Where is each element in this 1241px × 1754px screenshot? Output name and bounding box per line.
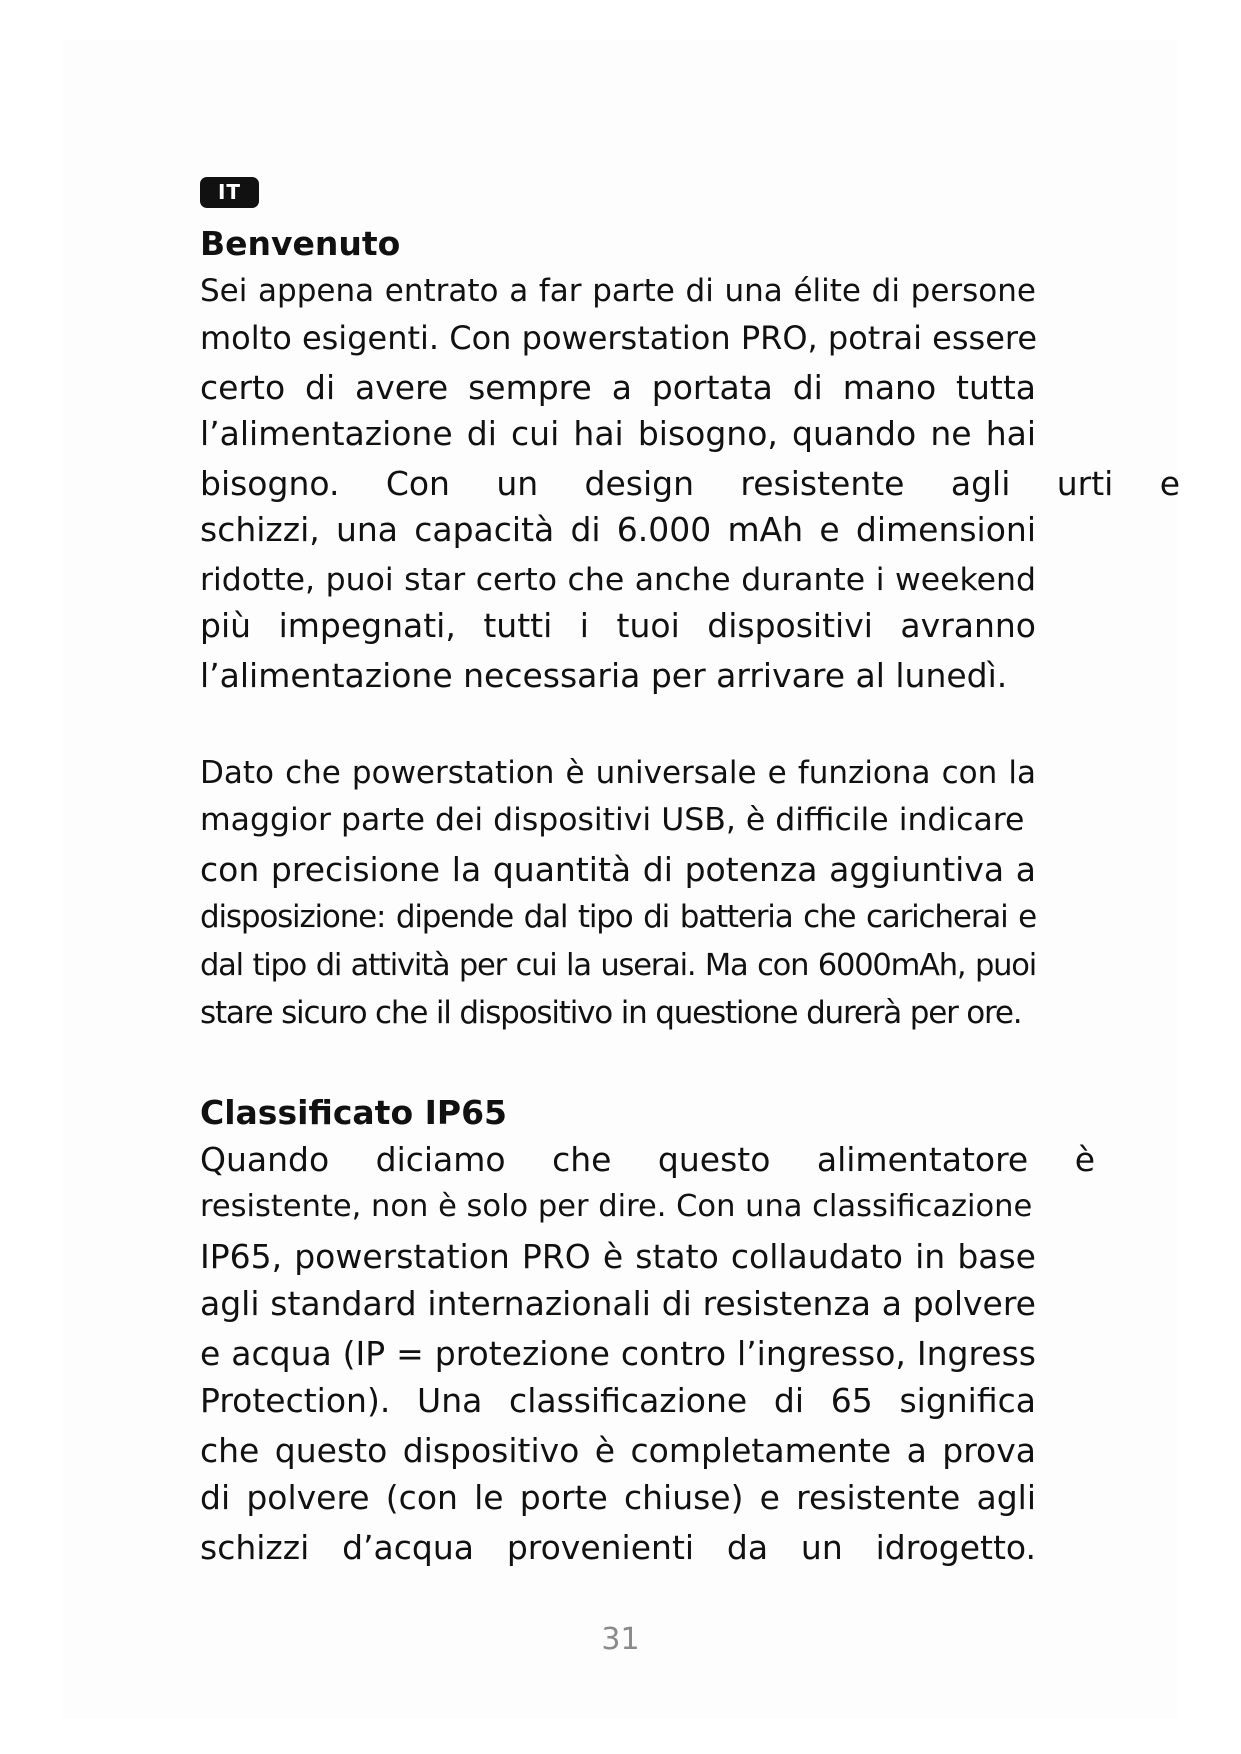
paragraph-line: agli standard internazionali di resistenza a polvere bbox=[200, 1284, 1036, 1323]
paragraph-line: l’alimentazione di cui hai bisogno, quando ne hai bbox=[200, 414, 1036, 453]
paragraph-line: Quando diciamo che questo alimentatore è bbox=[200, 1140, 1095, 1179]
paragraph-line: più impegnati, tutti i tuoi dispositivi avranno bbox=[200, 606, 1036, 645]
section-heading-benvenuto: Benvenuto bbox=[200, 224, 401, 263]
paragraph-line: bisogno. Con un design resistente agli urti e bbox=[200, 464, 1180, 503]
paragraph-line: che questo dispositivo è completamente a prova bbox=[200, 1431, 1036, 1470]
paragraph-line: dal tipo di attività per cui la userai. Ma con 6000mAh, puoi bbox=[200, 948, 1036, 983]
paragraph-line: di polvere (con le porte chiuse) e resistente agli bbox=[200, 1478, 1036, 1517]
paragraph-line: resistente, non è solo per dire. Con una classificazione bbox=[200, 1189, 1033, 1224]
paragraph-line: ridotte, puoi star certo che anche durante i weekend bbox=[200, 562, 1036, 598]
page-number: 31 bbox=[601, 1622, 640, 1657]
paragraph-line: stare sicuro che il dispositivo in questione durerà per ore. bbox=[200, 995, 1022, 1031]
paragraph-line: Protection). Una classificazione di 65 significa bbox=[200, 1381, 1036, 1420]
paragraph-line: maggior parte dei dispositivi USB, è difficile indicare bbox=[200, 802, 1025, 838]
paragraph-line: disposizione: dipende dal tipo di batteria che caricherai e bbox=[200, 899, 1036, 935]
paragraph-line: certo di avere sempre a portata di mano tutta bbox=[200, 368, 1036, 407]
paragraph-line: IP65, powerstation PRO è stato collaudato in base bbox=[200, 1237, 1036, 1276]
paragraph-line: schizzi, una capacità di 6.000 mAh e dimensioni bbox=[200, 510, 1036, 549]
paragraph-line: con precisione la quantità di potenza aggiuntiva a bbox=[200, 850, 1036, 889]
paragraph-line: schizzi d’acqua provenienti da un idrogetto. bbox=[200, 1528, 1036, 1567]
paragraph-line: l’alimentazione necessaria per arrivare al lunedì. bbox=[200, 656, 1008, 695]
paragraph-line: molto esigenti. Con powerstation PRO, potrai essere bbox=[200, 319, 1038, 357]
language-badge: IT bbox=[200, 177, 259, 208]
paragraph-line: Sei appena entrato a far parte di una élite di persone bbox=[200, 273, 1036, 309]
paragraph-line: e acqua (IP = protezione contro l’ingresso, Ingress bbox=[200, 1334, 1036, 1373]
section-heading-classificato-ip65: Classificato IP65 bbox=[200, 1093, 508, 1132]
paragraph-line: Dato che powerstation è universale e funziona con la bbox=[200, 755, 1036, 791]
